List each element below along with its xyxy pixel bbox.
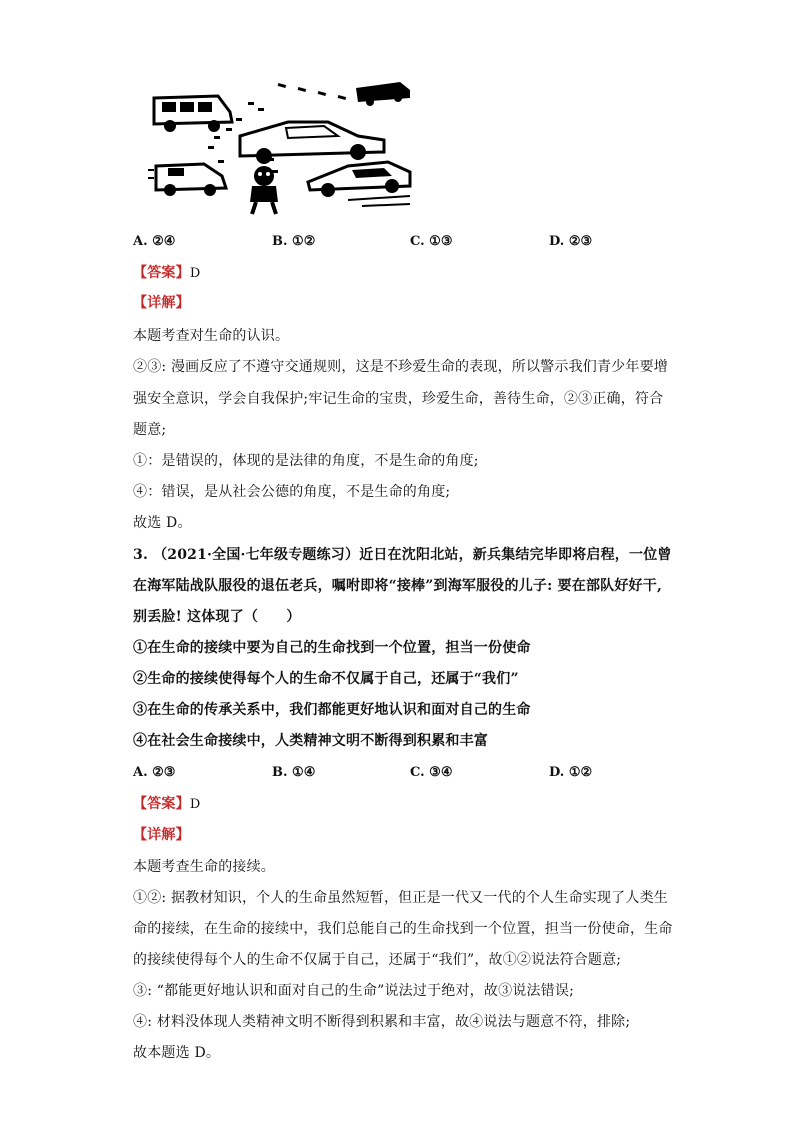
q3-statement: ①在生命的接续中要为自己的生命找到一个位置，担当一份使命 [133, 640, 531, 656]
pedestrian-icon [250, 166, 278, 214]
q2-option-d: D. ②③ [549, 234, 593, 249]
q2-option-a: A. ②④ [133, 234, 176, 249]
q2-analysis-line: ①：是错误的，体现的是法律的角度，不是生命的角度; [133, 453, 479, 469]
q2-analysis-line: 题意; [133, 422, 167, 438]
q3-statement: ③在生命的传承关系中，我们都能更好地认识和面对自己的生命 [133, 702, 531, 718]
q3-answer [133, 794, 200, 815]
left-car-icon [148, 164, 226, 196]
q3-stem-line: 3. （2021·全国·七年级专题练习）近日在沈阳北站，新兵集结完毕即将启程，一位曾 [133, 547, 672, 563]
van-icon [154, 96, 232, 132]
q3-option-d: D. ①② [549, 765, 593, 780]
q3-statement: ④在社会生命接续中，人类精神文明不断得到积累和丰富 [133, 733, 488, 749]
q3-analysis-line: 命的接续，在生命的接续中，我们总能自己的生命找到一个位置，担当一份使命，生命 [133, 921, 673, 937]
q3-analysis-line: 的接续使得每个人的生命不仅属于自己，还属于“我们”，故①②说法符合题意; [133, 952, 622, 968]
traffic-cartoon-image [148, 78, 418, 218]
q2-analysis-line: 本题考查对生命的认识。 [133, 328, 290, 344]
right-car-icon [308, 162, 410, 206]
q3-analysis-line: ④: 材料没体现人类精神文明不断得到积累和丰富，故④说法与题意不符，排除; [133, 1014, 631, 1030]
q3-option-a: A. ②③ [133, 765, 176, 780]
q2-option-c: C. ①③ [410, 234, 453, 249]
q3-option-b: B. ①④ [272, 765, 316, 780]
q3-detail-label [133, 825, 190, 845]
q3-analysis-line: ③: “都能更好地认识和面对自己的生命”说法过于绝对，故③说法错误; [133, 983, 574, 999]
q2-answer [133, 263, 200, 284]
small-car-icon [356, 82, 410, 106]
q3-analysis-line: 故本题选 D。 [133, 1045, 221, 1061]
q2-detail-label [133, 293, 190, 313]
q3-analysis-line: ①②: 据教材知识，个人的生命虽然短暂，但正是一代又一代的个人生命实现了人类生 [133, 890, 668, 906]
q2-analysis-line: ②③: 漫画反应了不遵守交通规则，这是不珍爱生命的表现，所以警示我们青少年要增 [133, 359, 668, 375]
q3-analysis-line: 本题考查生命的接续。 [133, 859, 275, 875]
sedan-icon [240, 122, 384, 164]
q3-option-c: C. ③④ [410, 765, 453, 780]
q2-analysis-line: 故选 D。 [133, 515, 192, 531]
q2-analysis-line: ④：错误，是从社会公德的角度，不是生命的角度; [133, 484, 451, 500]
q2-analysis-line: 强安全意识，学会自我保护;牢记生命的宝贵，珍爱生命，善待生命，②③正确，符合 [133, 391, 664, 407]
answer-label: 【答案】 [133, 796, 190, 812]
q3-stem-line: 别丢脸! 这体现了（ ） [133, 609, 301, 625]
q3-stem-line: 在海军陆战队服役的退伍老兵，嘱咐即将“接棒”到海军服役的儿子: 要在部队好好干, [133, 578, 663, 594]
q2-option-b: B. ①② [272, 234, 316, 249]
q3-statement: ②生命的接续使得每个人的生命不仅属于自己，还属于“我们” [133, 671, 519, 687]
answer-value: D [189, 266, 201, 281]
detail-label: 【详解】 [133, 827, 190, 843]
answer-value: D [189, 797, 201, 812]
detail-label: 【详解】 [133, 295, 190, 311]
answer-label: 【答案】 [133, 265, 190, 281]
